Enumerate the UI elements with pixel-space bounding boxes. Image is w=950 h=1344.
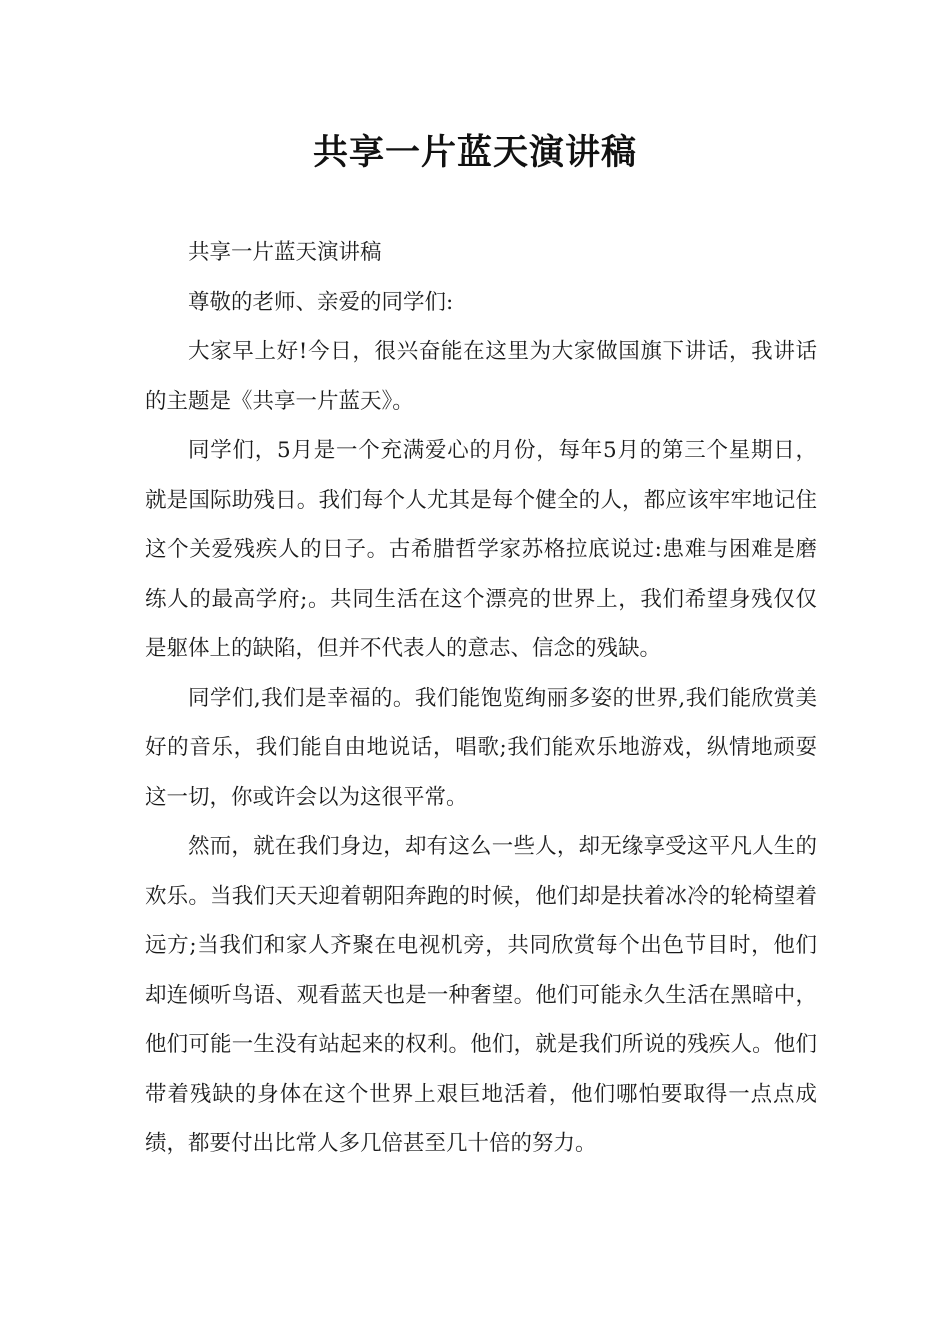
paragraph: 共享一片蓝天演讲稿 [188, 240, 382, 265]
document-body [145, 228, 817, 1169]
paragraph: 同学们,我们是幸福的。我们能饱览绚丽多姿的世界,我们能欣赏美好的音乐，我们能自由地说话，唱歌;我们能欢乐地游戏，纵情地顽耍这一切，你或许会以为这很平常。 [145, 685, 817, 810]
paragraph: 大家早上好!今日，很兴奋能在这里为大家做国旗下讲话，我讲话的主题是《共享一片蓝天》。 [145, 339, 817, 414]
document-title: 共享一片蓝天演讲稿 [312, 133, 637, 173]
paragraph: 然而，就在我们身边，却有这么一些人，却无缘享受这平凡人生的欢乐。当我们天天迎着朝阳奔跑的时候，他们却是扶着冰冷的轮椅望着远方;当我们和家人齐聚在电视机旁，共同欣赏每个出色节目时，他们却连倾听鸟语、观看蓝天也是一种奢望。他们可能永久生活在黑暗中，他们可能一生没有站起来的权利。他们，就是我们所说的残疾人。他们带着残缺的身体在这个世界上艰巨地活着，他们哪怕要取得一点点成绩，都要付出比常人多几倍甚至几十倍的努力。 [145, 834, 817, 1156]
paragraph: 同学们，5月是一个充满爱心的月份，每年5月的第三个星期日，就是国际助残日。我们每个人尤其是每个健全的人，都应该牢牢地记住这个关爱残疾人的日子。古希腊哲学家苏格拉底说过:患难与困难是磨练人的最高学府;。共同生活在这个漂亮的世界上，我们希望身残仅仅是躯体上的缺陷，但并不代表人的意志、信念的残缺。 [145, 438, 817, 661]
paragraph: 尊敬的老师、亲爱的同学们: [188, 289, 454, 315]
